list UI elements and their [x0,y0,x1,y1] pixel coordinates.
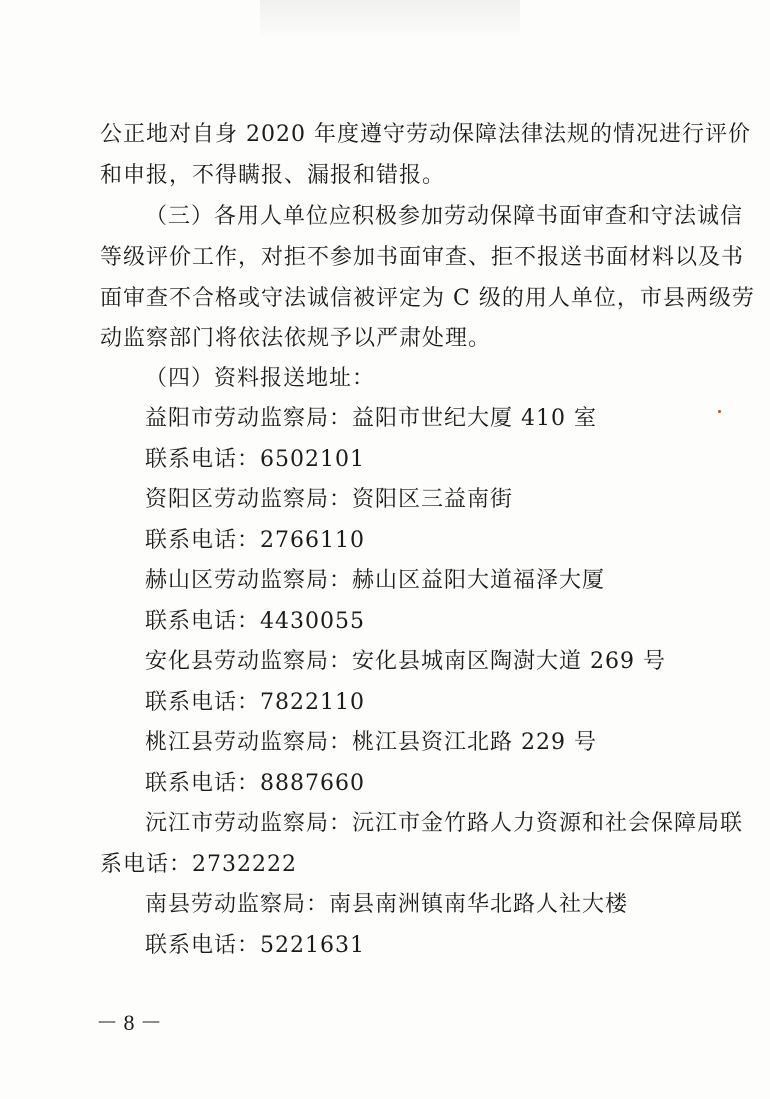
address-line: 益阳市劳动监察局：益阳市世纪大厦 410 室 [145,406,597,431]
scan-speck [718,410,721,413]
address-line: 南县劳动监察局：南县南洲镇南华北路人社大楼 [145,892,629,917]
page-number: － 8 － [96,1010,163,1035]
address-line: 安化县劳动监察局：安化县城南区陶澍大道 269 号 [145,649,666,674]
phone-line: 联系电话：5221631 [145,933,365,958]
address-line: 资阳区劳动监察局：资阳区三益南街 [145,487,514,512]
address-line: 赫山区劳动监察局：赫山区益阳大道福泽大厦 [145,568,606,593]
paragraph-line: 和申报，不得瞒报、漏报和错报。 [100,163,446,188]
section-heading: （四）资料报送地址： [145,366,376,391]
address-line: 沅江市劳动监察局：沅江市金竹路人力资源和社会保障局联 [145,811,744,836]
paragraph-line: 面审查不合格或守法诚信被评定为 C 级的用人单位，市县两级劳 [100,286,755,311]
paragraph-line: 动监察部门将依法依规予以严肃处理。 [100,326,492,351]
paragraph-line: 公正地对自身 2020 年度遵守劳动保障法律法规的情况进行评价 [100,122,751,147]
paragraph-line: （三）各用人单位应积极参加劳动保障书面审查和守法诚信 [145,204,744,229]
address-line: 桃江县劳动监察局：桃江县资江北路 229 号 [145,730,597,755]
phone-line: 联系电话：2766110 [145,528,365,553]
phone-line: 联系电话：4430055 [145,609,365,634]
phone-line: 系电话：2732222 [100,852,297,877]
phone-line: 联系电话：6502101 [145,447,365,472]
phone-line: 联系电话：7822110 [145,690,365,715]
scan-artifact [260,0,520,40]
phone-line: 联系电话：8887660 [145,771,365,796]
paragraph-line: 等级评价工作，对拒不参加书面审查、拒不报送书面材料以及书 [100,245,745,270]
